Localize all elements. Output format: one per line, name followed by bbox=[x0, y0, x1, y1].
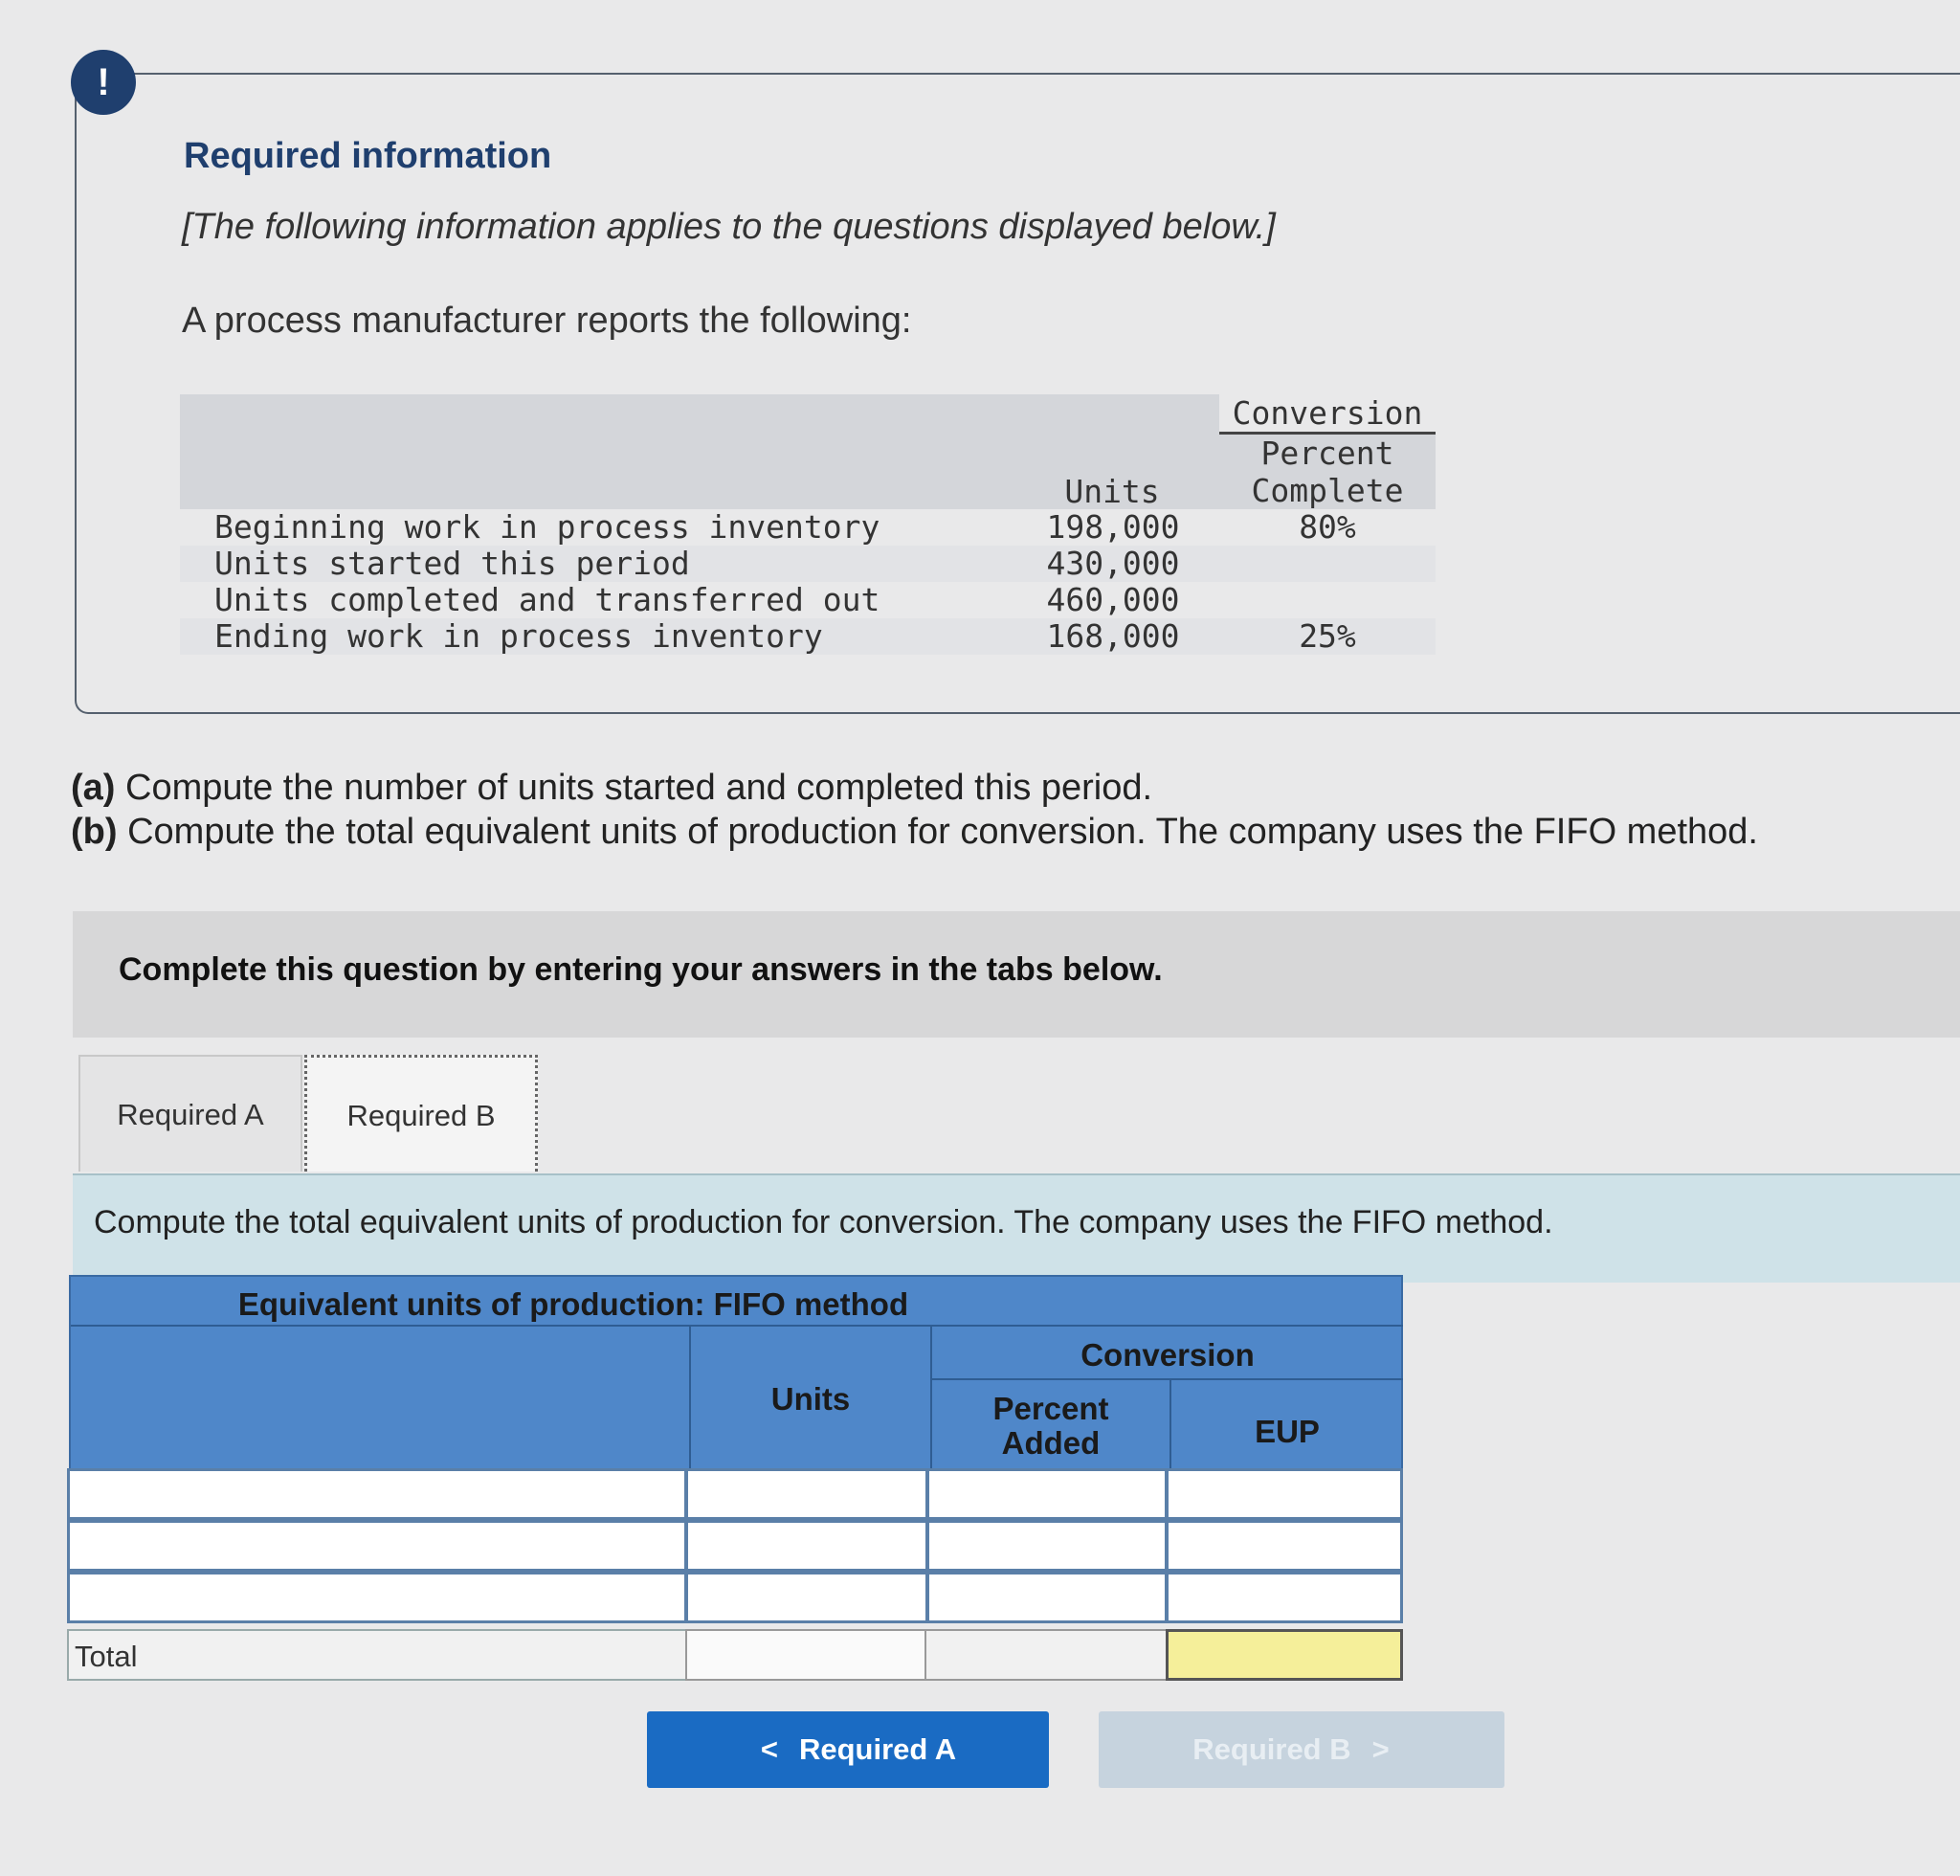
answer-units-header: Units bbox=[770, 1381, 851, 1417]
row-label-input[interactable] bbox=[67, 1468, 687, 1520]
data-row bbox=[180, 509, 1436, 546]
prev-button-label: Required A bbox=[798, 1732, 957, 1766]
units-input[interactable] bbox=[685, 1520, 928, 1572]
total-label: Total bbox=[67, 1629, 685, 1681]
data-row bbox=[180, 546, 1436, 582]
tab-required-b[interactable]: Required B bbox=[304, 1055, 538, 1172]
eup-input[interactable] bbox=[1166, 1520, 1403, 1572]
row-units: 430,000 bbox=[1046, 545, 1180, 582]
answer-conversion-header: Conversion bbox=[1080, 1337, 1255, 1373]
data-table-header bbox=[180, 394, 1436, 509]
answer-eup-header: EUP bbox=[1255, 1414, 1320, 1449]
row-units: 460,000 bbox=[1046, 581, 1180, 618]
percent-added-header bbox=[932, 1392, 1169, 1461]
eup-input[interactable] bbox=[1166, 1468, 1403, 1520]
percent-added-line1: Percent bbox=[992, 1391, 1109, 1426]
row-label: Ending work in process inventory bbox=[214, 617, 823, 655]
eup-input[interactable] bbox=[1166, 1572, 1403, 1623]
total-percent-cell bbox=[926, 1629, 1166, 1681]
conversion-header-line1: Conversion bbox=[1219, 394, 1436, 435]
row-conversion: 80% bbox=[1299, 508, 1356, 546]
answer-table bbox=[67, 1275, 1403, 1696]
table-row bbox=[67, 1520, 1403, 1572]
percent-added-input[interactable] bbox=[926, 1520, 1168, 1572]
instruction-bar bbox=[73, 1173, 1960, 1283]
complete-question-bar bbox=[73, 911, 1960, 1038]
question-b bbox=[71, 812, 1758, 853]
data-row bbox=[180, 618, 1436, 655]
row-units: 168,000 bbox=[1046, 617, 1180, 655]
row-label-input[interactable] bbox=[67, 1520, 687, 1572]
question-a bbox=[71, 768, 1152, 809]
percent-added-line2: Added bbox=[1001, 1425, 1101, 1461]
question-a-tag: (a) bbox=[71, 768, 116, 808]
row-label-input[interactable] bbox=[67, 1572, 687, 1623]
tab-required-a[interactable]: Required A bbox=[78, 1055, 302, 1172]
data-row bbox=[180, 582, 1436, 618]
conversion-header-line3: Complete bbox=[1251, 472, 1404, 509]
row-units: 198,000 bbox=[1046, 508, 1180, 546]
next-required-b-button[interactable] bbox=[1099, 1711, 1504, 1788]
row-label: Units started this period bbox=[214, 545, 690, 582]
prev-required-a-button[interactable] bbox=[647, 1711, 1049, 1788]
conversion-header bbox=[1219, 394, 1436, 509]
alert-icon: ! bbox=[71, 50, 136, 115]
table-row bbox=[67, 1468, 1403, 1520]
percent-added-input[interactable] bbox=[926, 1572, 1168, 1623]
total-units-input[interactable] bbox=[685, 1629, 926, 1681]
required-info-title: Required information bbox=[184, 136, 552, 176]
percent-added-input[interactable] bbox=[926, 1468, 1168, 1520]
question-b-text: Compute the total equivalent units of production for conversion. The company uses the FIFO method. bbox=[117, 812, 1758, 852]
row-label: Units completed and transferred out bbox=[214, 581, 880, 618]
row-conversion: 25% bbox=[1299, 617, 1356, 655]
chevron-right-icon: > bbox=[1371, 1732, 1390, 1766]
answer-table-header bbox=[69, 1275, 1403, 1472]
next-button-label: Required B bbox=[1192, 1732, 1351, 1766]
row-label: Beginning work in process inventory bbox=[214, 508, 880, 546]
answer-table-title: Equivalent units of production: FIFO method bbox=[237, 1286, 909, 1322]
intro-text: A process manufacturer reports the following: bbox=[182, 301, 912, 341]
required-info-subtitle: [The following information applies to the questions displayed below.] bbox=[182, 207, 1276, 247]
total-row bbox=[67, 1629, 1403, 1681]
complete-question-text: Complete this question by entering your answers in the tabs below. bbox=[119, 951, 1163, 988]
units-input[interactable] bbox=[685, 1572, 928, 1623]
question-b-tag: (b) bbox=[71, 812, 118, 852]
conversion-header-line2: Percent bbox=[1260, 435, 1394, 472]
total-eup-input[interactable] bbox=[1166, 1629, 1403, 1681]
instruction-text: Compute the total equivalent units of production for conversion. The company uses the FIFO method. bbox=[94, 1204, 1553, 1240]
chevron-left-icon: < bbox=[760, 1732, 778, 1766]
question-a-text: Compute the number of units started and completed this period. bbox=[115, 768, 1153, 808]
units-header: Units bbox=[1064, 473, 1160, 510]
units-input[interactable] bbox=[685, 1468, 928, 1520]
data-table bbox=[180, 394, 1436, 655]
table-row bbox=[67, 1572, 1403, 1623]
